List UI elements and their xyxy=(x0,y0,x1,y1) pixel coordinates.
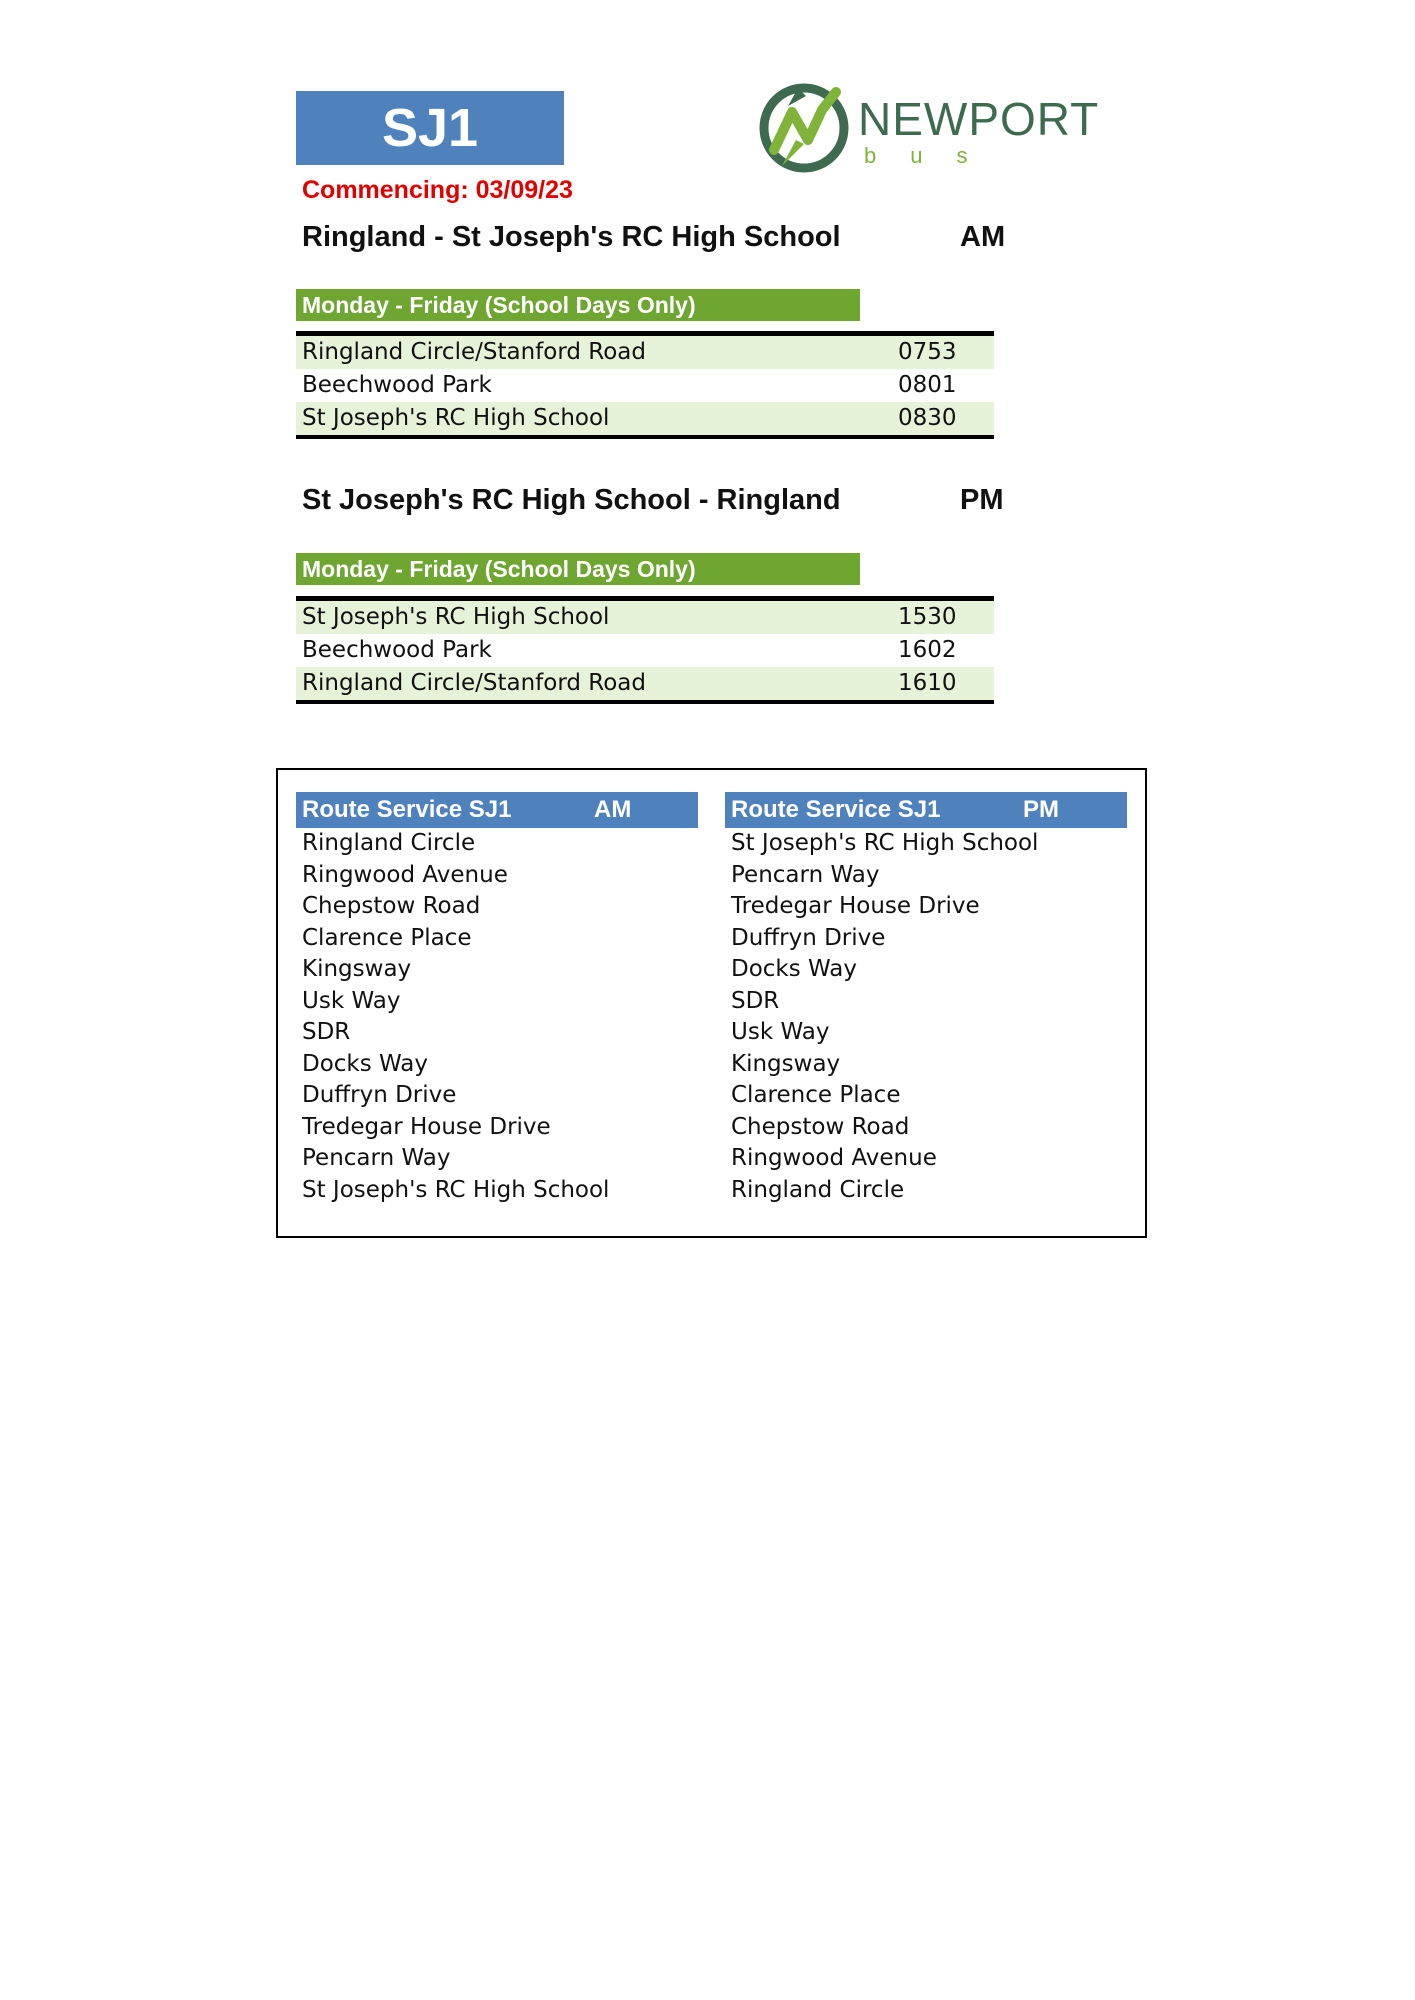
table-row xyxy=(296,601,994,634)
table-row xyxy=(296,369,994,402)
list-item: Docks Way xyxy=(731,956,858,982)
logo-wordmark: NEWPORT xyxy=(858,93,1100,145)
list-item: Clarence Place xyxy=(302,924,472,951)
list-item: St Joseph's RC High School xyxy=(731,830,1039,856)
table-row xyxy=(296,634,994,667)
list-item: Usk Way xyxy=(731,1019,830,1045)
list-item: Ringland Circle xyxy=(731,1176,905,1203)
list-item: Pencarn Way xyxy=(302,1145,451,1171)
route-service-am-header xyxy=(296,792,698,828)
pm-days-bar: Monday - Friday (School Days Only) xyxy=(296,553,860,585)
newport-bus-logo-icon xyxy=(752,70,862,180)
route-service-label: Route Service SJ1 xyxy=(731,796,941,823)
am-direction-title: Ringland - St Joseph's RC High School xyxy=(302,221,841,253)
route-service-am xyxy=(296,792,698,1206)
commencing-date: Commencing: 03/09/23 xyxy=(302,176,573,204)
list-item: SDR xyxy=(731,987,780,1014)
list-item: Tredegar House Drive xyxy=(731,893,980,919)
pm-direction-title: St Joseph's RC High School - Ringland xyxy=(302,484,841,516)
table-row xyxy=(296,667,994,700)
list-item: Clarence Place xyxy=(731,1082,901,1108)
newport-bus-logo xyxy=(752,70,1122,180)
am-timetable xyxy=(296,331,994,439)
stop-time: 0801 xyxy=(898,372,957,398)
am-period-label: AM xyxy=(960,221,1006,253)
list-item: St Joseph's RC High School xyxy=(302,1176,610,1203)
route-service-am-stops xyxy=(296,828,698,1206)
route-service-period: PM xyxy=(1023,796,1059,823)
list-item: Ringwood Avenue xyxy=(731,1145,937,1171)
table-row xyxy=(296,336,994,369)
stop-name: Ringland Circle/Stanford Road xyxy=(302,339,646,365)
stop-time: 0830 xyxy=(898,405,957,431)
route-code-badge: SJ1 xyxy=(296,91,564,165)
list-item: Ringland Circle xyxy=(302,830,476,856)
stop-time: 1530 xyxy=(898,604,957,630)
list-item: Docks Way xyxy=(302,1050,429,1077)
stop-name: St Joseph's RC High School xyxy=(302,405,610,431)
list-item: Pencarn Way xyxy=(731,861,880,888)
pm-timetable xyxy=(296,596,994,704)
list-item: Kingsway xyxy=(302,956,412,982)
pm-period-label: PM xyxy=(960,484,1004,516)
route-service-pm-header xyxy=(725,792,1127,828)
stop-time: 1610 xyxy=(898,670,957,696)
stop-name: St Joseph's RC High School xyxy=(302,604,610,630)
table-bottom-rule xyxy=(296,700,994,704)
stop-name: Beechwood Park xyxy=(302,637,492,663)
am-days-bar: Monday - Friday (School Days Only) xyxy=(296,289,860,321)
list-item: Chepstow Road xyxy=(731,1113,910,1140)
stop-time: 1602 xyxy=(898,637,957,663)
route-service-period: AM xyxy=(594,796,632,823)
route-service-pm-stops xyxy=(725,828,1127,1206)
list-item: SDR xyxy=(302,1019,351,1045)
table-bottom-rule xyxy=(296,435,994,439)
list-item: Usk Way xyxy=(302,987,401,1014)
list-item: Duffryn Drive xyxy=(731,924,886,951)
list-item: Kingsway xyxy=(731,1050,841,1077)
stop-name: Ringland Circle/Stanford Road xyxy=(302,670,646,696)
logo-subtext: bus xyxy=(864,143,1002,168)
route-service-label: Route Service SJ1 xyxy=(302,796,512,823)
list-item: Chepstow Road xyxy=(302,893,481,919)
list-item: Ringwood Avenue xyxy=(302,861,508,888)
table-row xyxy=(296,402,994,435)
list-item: Tredegar House Drive xyxy=(302,1113,551,1140)
stop-time: 0753 xyxy=(898,339,957,365)
stop-name: Beechwood Park xyxy=(302,372,492,398)
list-item: Duffryn Drive xyxy=(302,1082,457,1108)
route-service-pm xyxy=(725,792,1127,1206)
